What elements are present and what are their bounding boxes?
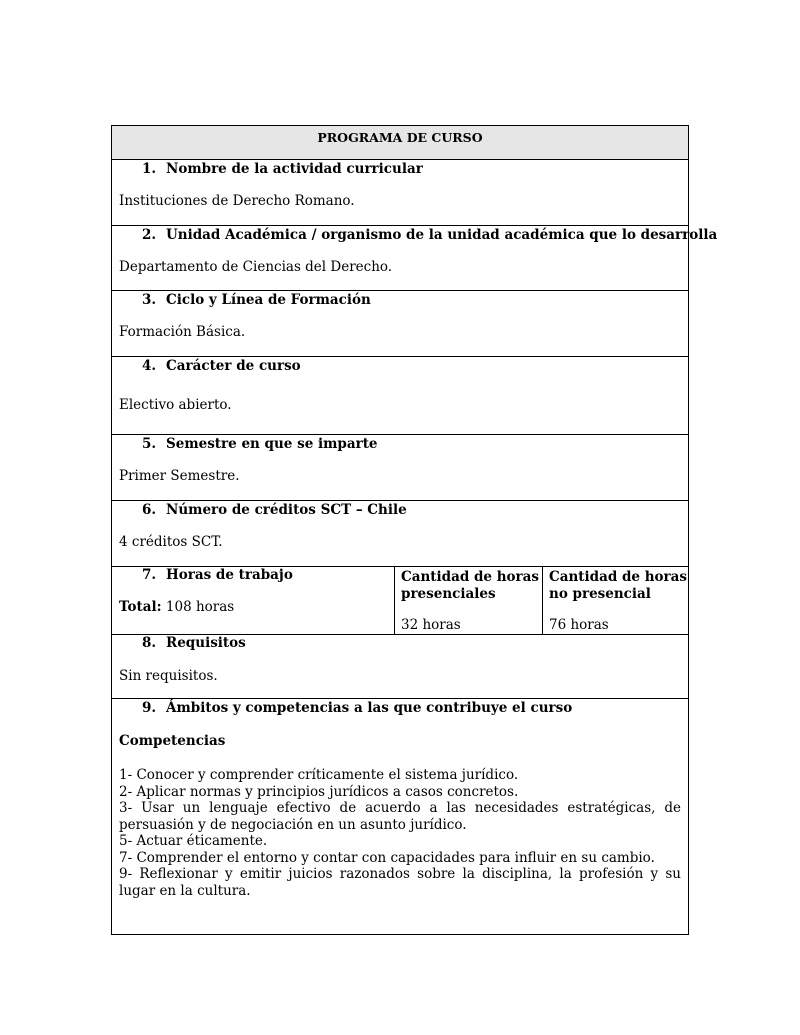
section-1-value: Instituciones de Derecho Romano. bbox=[119, 193, 355, 209]
list-item: 3- Usar un lenguaje efectivo de acuerdo a las necesidades estratégicas, de persuasión y de negociación en un asunto jurídico. bbox=[119, 800, 681, 833]
table-header bbox=[112, 126, 688, 160]
hours-total-value: 108 horas bbox=[165, 599, 235, 615]
section-3 bbox=[112, 291, 688, 357]
hours-no-presencial-cell bbox=[542, 567, 688, 634]
section-5-title: 5. Semestre en que se imparte bbox=[142, 436, 378, 452]
list-item: 5- Actuar éticamente. bbox=[119, 833, 268, 849]
section-6-value: 4 créditos SCT. bbox=[119, 534, 223, 550]
section-4-value: Electivo abierto. bbox=[119, 397, 232, 413]
section-8-requisitos bbox=[112, 635, 688, 699]
list-item: 2- Aplicar normas y principios jurídicos a casos concretos. bbox=[119, 783, 519, 800]
section-4 bbox=[112, 357, 688, 435]
section-2-title: 2. Unidad Académica / organismo de la unidad académica que lo desarrolla bbox=[142, 227, 718, 243]
section-3-value: Formación Básica. bbox=[119, 324, 246, 340]
hours-presencial-cell bbox=[394, 567, 542, 634]
section-8-value: Sin requisitos. bbox=[119, 668, 218, 684]
list-item: 1- Conocer y comprender críticamente el sistema jurídico. bbox=[119, 767, 519, 783]
list-item: 9- Reflexionar y emitir juicios razonados sobre la disciplina, la profesión y su lugar en la cultura. bbox=[119, 866, 681, 899]
section-7-title: 7. Horas de trabajo bbox=[142, 567, 293, 583]
hours-total-label: Total: bbox=[119, 599, 162, 615]
header-title: PROGRAMA DE CURSO bbox=[317, 130, 483, 145]
competencias-subtitle: Competencias bbox=[119, 733, 226, 749]
section-8-title: 8. Requisitos bbox=[142, 635, 246, 651]
section-2 bbox=[112, 226, 718, 291]
hours-total bbox=[119, 599, 387, 615]
hours-total-cell bbox=[112, 567, 394, 634]
section-1-title: 1. Nombre de la actividad curricular bbox=[142, 161, 423, 177]
section-5-value: Primer Semestre. bbox=[119, 468, 240, 484]
hours-no-presencial-value: 76 horas bbox=[549, 617, 609, 633]
section-9-title: 9. Ámbitos y competencias a las que contribuye el curso bbox=[142, 700, 573, 716]
section-6-title: 6. Número de créditos SCT – Chile bbox=[142, 502, 407, 518]
course-program-table bbox=[111, 125, 718, 935]
hours-presencial-label: Cantidad de horas presenciales bbox=[401, 569, 540, 602]
section-1 bbox=[112, 160, 688, 226]
section-5 bbox=[112, 435, 688, 501]
hours-no-presencial-label: Cantidad de horas no presencial bbox=[549, 569, 688, 602]
section-9-competencias bbox=[112, 699, 688, 935]
section-7-hours bbox=[112, 567, 688, 635]
section-3-title: 3. Ciclo y Línea de Formación bbox=[142, 292, 371, 308]
section-6 bbox=[112, 501, 688, 567]
list-item: 7- Comprender el entorno y contar con capacidades para influir en su cambio. bbox=[119, 849, 655, 866]
hours-presencial-value: 32 horas bbox=[401, 617, 461, 633]
competencias-list bbox=[119, 767, 681, 899]
section-2-value: Departamento de Ciencias del Derecho. bbox=[119, 259, 393, 275]
section-4-title: 4. Carácter de curso bbox=[142, 358, 301, 374]
